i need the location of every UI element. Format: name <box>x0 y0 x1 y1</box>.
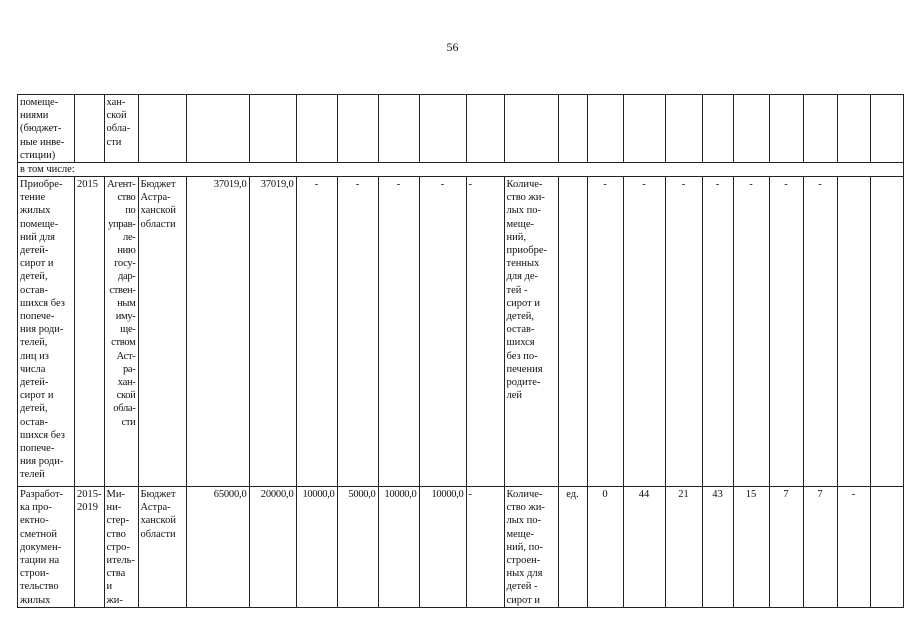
cell-2020: - <box>466 487 504 608</box>
section-row <box>18 163 904 177</box>
page-number: 56 <box>446 40 459 54</box>
cell-source: Бюджет Астра- ханской области <box>138 177 186 487</box>
cell-ind-5: - <box>733 177 769 487</box>
cell-2020: - <box>466 177 504 487</box>
cell-executor: Ми- ни- стер- ство стро- итель- ства и жи- <box>104 487 138 608</box>
cell-name: помеще- ниями (бюджет- ные инве- стиции) <box>18 95 75 163</box>
cell-ind-1: 0 <box>587 487 623 608</box>
cell-source: Бюджет Астра- ханской области <box>138 487 186 608</box>
cell-ind-3: - <box>665 177 702 487</box>
table-row <box>18 95 904 163</box>
cell-2018: - <box>378 177 419 487</box>
program-table <box>17 94 904 608</box>
cell-executor: Агент- ство по управ- ле- нию госу- дар- ствен- ным иму- ще- ством Аст- ра- хан- ской обла- сти <box>104 177 138 487</box>
cell-2019: 10000,0 <box>419 487 466 608</box>
section-label: в том числе: <box>18 163 904 177</box>
cell-unit: ед. <box>558 487 587 608</box>
cell-total: 37019,0 <box>186 177 249 487</box>
cell-2018: 10000,0 <box>378 487 419 608</box>
cell-ind-2: 44 <box>623 487 665 608</box>
cell-total: 65000,0 <box>186 487 249 608</box>
cell-2017: 5000,0 <box>337 487 378 608</box>
cell-name: Разработ- ка про- ектно- сметной докумен- тации на строи- тельство жилых <box>18 487 75 608</box>
cell-2015: 37019,0 <box>249 177 296 487</box>
table-row <box>18 487 904 608</box>
cell-2016: 10000,0 <box>296 487 337 608</box>
cell-indicator: Количе- ство жи- лых по- меще- ний, приобре- тенных для де- тей - сирот и детей, остав- шихся без по- печения родите- лей <box>504 177 558 487</box>
cell-2017: - <box>337 177 378 487</box>
cell-ind-4: - <box>702 177 733 487</box>
cell-ind-3: 21 <box>665 487 702 608</box>
cell-indicator: Количе- ство жи- лых по- меще- ний, по- строен- ных для детей - сирот и <box>504 487 558 608</box>
cell-ind-1: - <box>587 177 623 487</box>
cell-2015: 20000,0 <box>249 487 296 608</box>
cell-ind-6: - <box>769 177 803 487</box>
cell-year <box>75 95 105 163</box>
cell-ind-2: - <box>623 177 665 487</box>
cell-unit <box>558 177 587 487</box>
cell-year: 2015 <box>75 177 105 487</box>
table-row <box>18 177 904 487</box>
cell-year: 2015- 2019 <box>75 487 105 608</box>
cell-ind-6: 7 <box>769 487 803 608</box>
cell-executor: хан- ской обла- сти <box>104 95 138 163</box>
cell-ind-7: - <box>803 177 837 487</box>
cell-ind-7: 7 <box>803 487 837 608</box>
cell-ind-8: - <box>837 487 870 608</box>
cell-2016: - <box>296 177 337 487</box>
cell-name: Приобре- тение жилых помеще- ний для детей- сирот и детей, остав- шихся без попече- ния роди- телей, лиц из числа детей- сирот и детей, остав- шихся без попече- ния роди- телей <box>18 177 75 487</box>
cell-ind-5: 15 <box>733 487 769 608</box>
cell-2019: - <box>419 177 466 487</box>
cell-ind-4: 43 <box>702 487 733 608</box>
